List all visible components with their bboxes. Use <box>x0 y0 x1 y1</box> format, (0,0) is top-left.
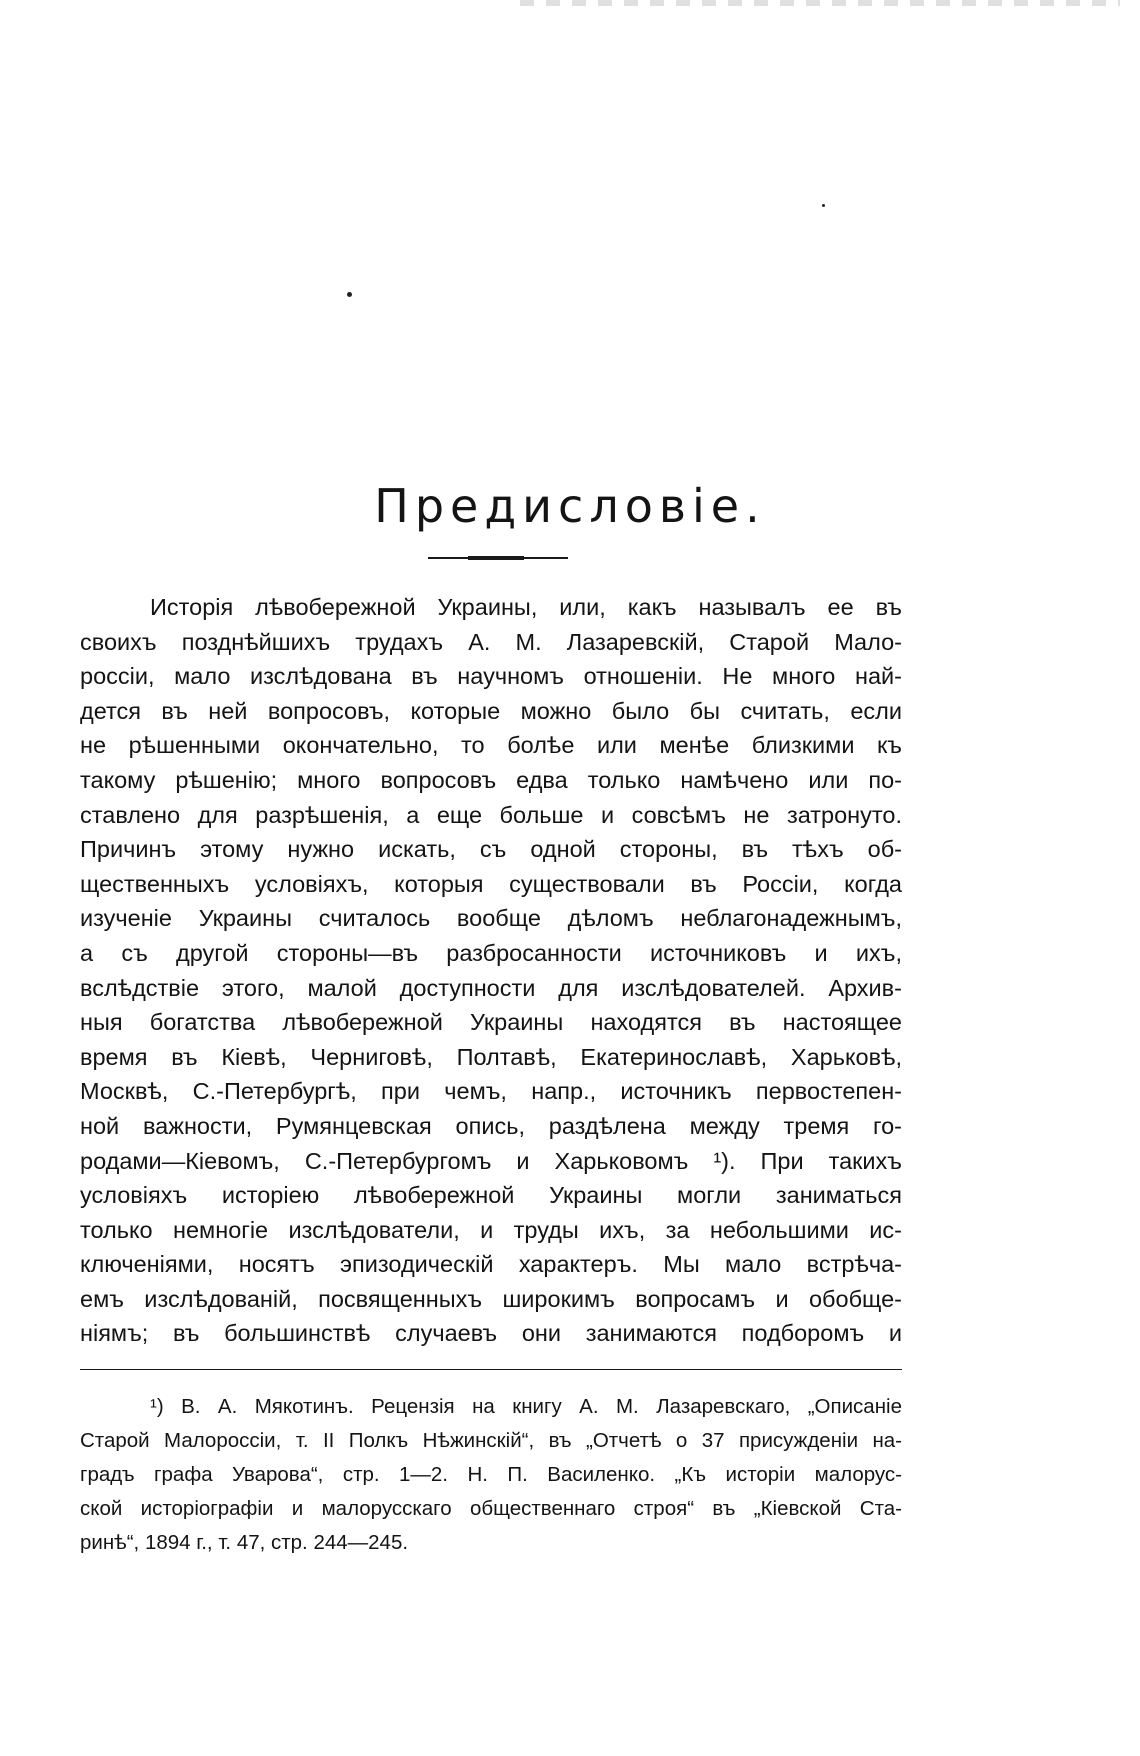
body-line: Исторія лѣвобережной Украины, или, какъ называлъ ее въ <box>150 594 902 620</box>
page-title: Предисловіе. <box>374 479 766 533</box>
body-line: вслѣдствіе этого, малой доступности для изслѣдователей. Архив- <box>80 974 902 1001</box>
footnote-line: ¹) В. А. Мякотинъ. Рецензія на книгу А. М. Лазаревскаго, „Описаніе <box>150 1395 902 1418</box>
body-line: ставлено для разрѣшенія, а еще больше и совсѣмъ не затронуто. <box>80 801 902 828</box>
footnote-line: градъ графа Уварова“, стр. 1—2. Н. П. Василенко. „Къ исторіи малорус- <box>80 1463 902 1486</box>
body-line: ключеніями, носятъ эпизодическій характеръ. Мы мало встрѣча- <box>80 1251 902 1278</box>
body-line: своихъ позднѣйшихъ трудахъ А. М. Лазаревскій, Старой Мало- <box>80 628 902 655</box>
footnote-line: ской исторіографіи и малорусскаго общественнаго строя“ въ „Кіевской Ста- <box>80 1497 902 1520</box>
body-line: только немногіе изслѣдователи, и труды ихъ, за небольшими ис- <box>80 1216 902 1243</box>
body-line: Причинъ этому нужно искать, съ одной стороны, въ тѣхъ об- <box>80 836 902 863</box>
footnote-line: ринѣ“, 1894 г., т. 47, стр. 244—245. <box>80 1531 409 1554</box>
body-line: ной важности, Румянцевская опись, раздѣлена между тремя го- <box>80 1112 902 1139</box>
body-line: щественныхъ условіяхъ, которыя существовали въ Россіи, когда <box>80 870 902 897</box>
body-paragraph <box>80 590 902 1351</box>
body-line: родами—Кіевомъ, С.-Петербургомъ и Харьковомъ ¹). При такихъ <box>80 1147 902 1174</box>
body-line: дется въ ней вопросовъ, которые можно было бы считать, если <box>80 697 902 724</box>
scan-smudge <box>520 0 1120 6</box>
body-line: а съ другой стороны—въ разбросанности источниковъ и ихъ, <box>80 939 902 966</box>
body-line: не рѣшенными окончательно, то болѣе или менѣе близкими къ <box>80 732 902 759</box>
body-line: Москвѣ, С.-Петербургѣ, при чемъ, напр., источникъ первостепен- <box>80 1078 902 1105</box>
body-line: такому рѣшенію; много вопросовъ едва только намѣчено или по- <box>80 766 902 793</box>
footnote <box>80 1390 902 1560</box>
scan-speck <box>822 204 825 207</box>
footnote-rule <box>80 1369 902 1370</box>
body-line: изученіе Украины считалось вообще дѣломъ неблагонадежнымъ, <box>80 905 902 932</box>
body-line: емъ изслѣдованій, посвященныхъ широкимъ вопросамъ и обобще- <box>80 1285 902 1312</box>
body-line: россіи, мало изслѣдована въ научномъ отношеніи. Не много най- <box>80 663 902 690</box>
body-line: ніямъ; въ большинствѣ случаевъ они занимаются подборомъ и <box>80 1320 902 1347</box>
body-line: ныя богатства лѣвобережной Украины находятся въ настоящее <box>80 1009 902 1036</box>
scan-speck <box>347 292 352 297</box>
body-line: условіяхъ исторіею лѣвобережной Украины могли заниматься <box>80 1182 902 1209</box>
body-line: время въ Кіевѣ, Черниговѣ, Полтавѣ, Екатеринославѣ, Харьковѣ, <box>80 1043 902 1070</box>
footnote-line: Старой Малороссіи, т. II Полкъ Нѣжинскій“, въ „Отчетѣ о 37 присужденіи на- <box>80 1429 902 1452</box>
title-rule <box>428 557 568 559</box>
